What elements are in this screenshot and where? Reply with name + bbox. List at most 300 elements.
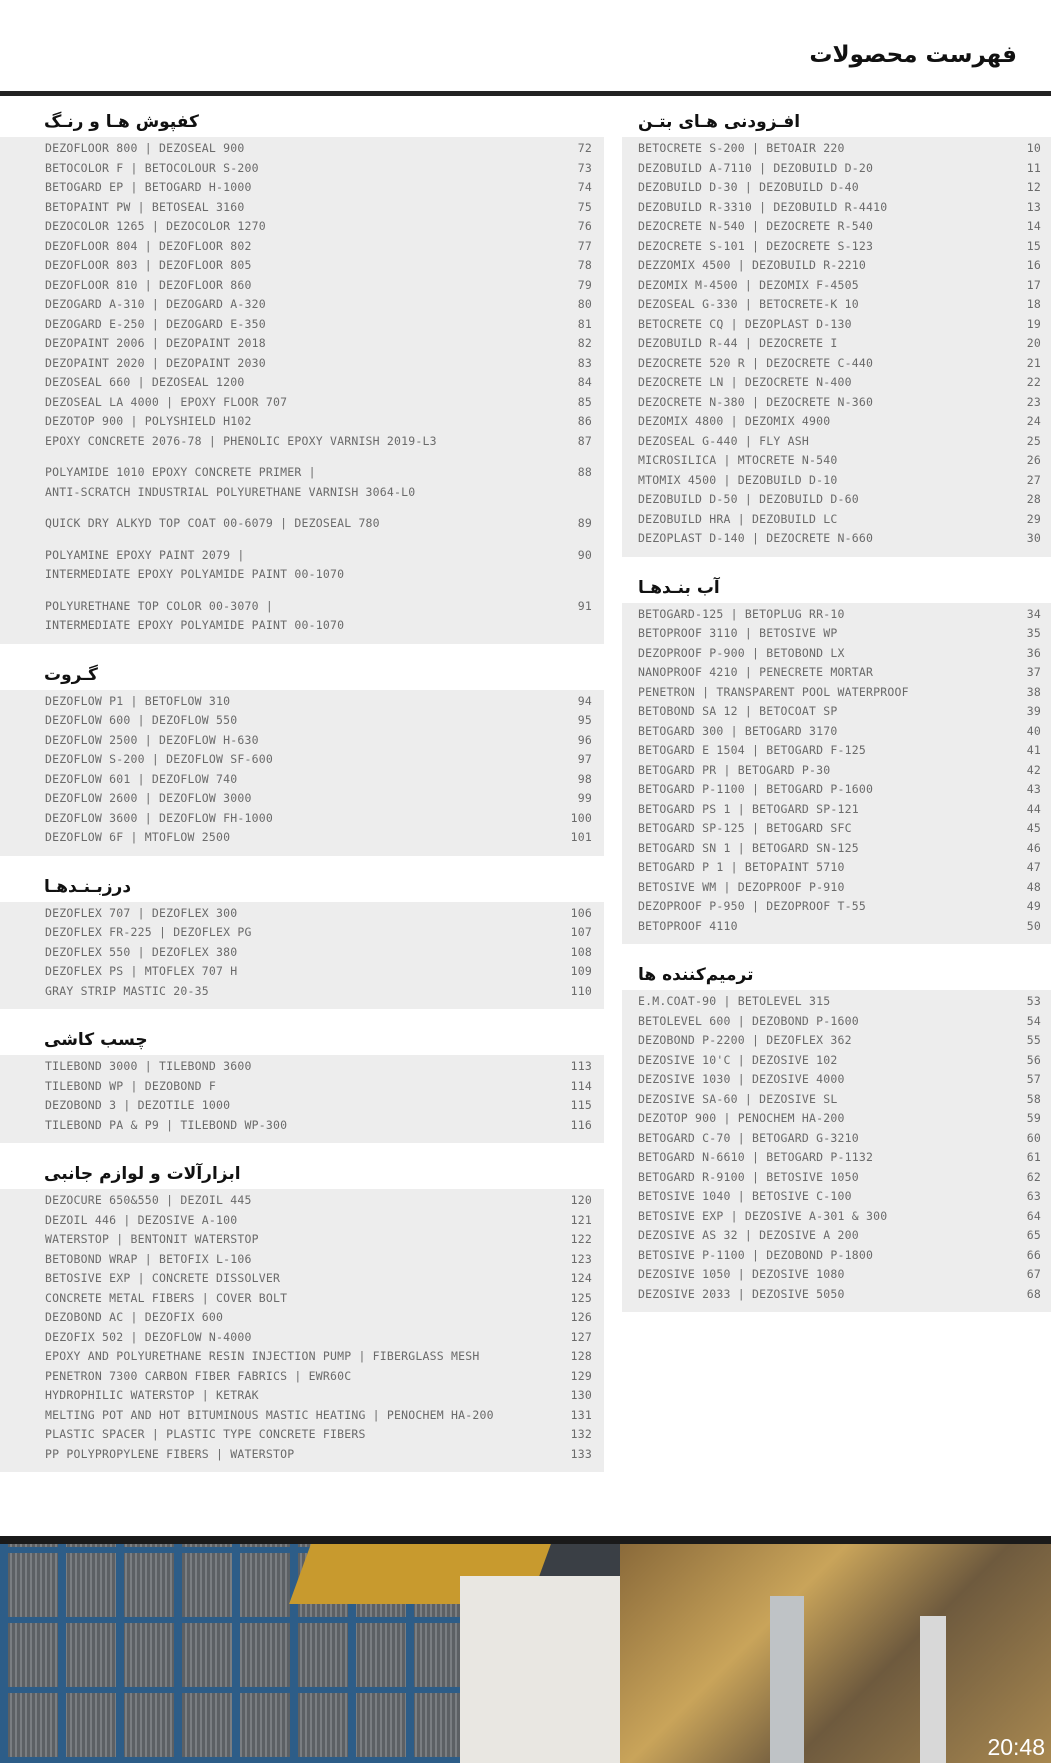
page-number: 19 (1026, 316, 1041, 331)
page-number: 16 (1026, 258, 1041, 272)
product-names: TILEBOND PA & P9 | TILEBOND WP-300 (45, 1117, 288, 1132)
page-number: 64 (1026, 1208, 1041, 1223)
product-row (622, 451, 1051, 471)
page-number: 96 (577, 732, 592, 747)
product-names: DEZOCRETE 520 R | DEZOCRETE C-440 (638, 355, 874, 370)
product-names: DEZOSIVE 2033 | DEZOSIVE 5050 (638, 1286, 845, 1301)
product-row (0, 334, 604, 354)
section-title: درزبـنـدهـا (44, 876, 132, 897)
product-names: DEZOPROOF P-900 | BETOBOND LX (638, 645, 845, 660)
product-names: DEZOFLOW 2600 | DEZOFLOW 3000 (45, 791, 252, 805)
product-names: TILEBOND WP | DEZOBOND F (45, 1078, 216, 1093)
page-number: 121 (570, 1212, 592, 1227)
page-number: 23 (1026, 394, 1041, 409)
page-number: 115 (570, 1098, 592, 1112)
product-row (0, 217, 604, 237)
product-names: DEZOBOND P-2200 | DEZOFLEX 362 (638, 1033, 852, 1047)
page-number: 85 (577, 394, 592, 409)
product-row (0, 1367, 604, 1387)
page-number: 106 (570, 905, 592, 920)
product-row (0, 463, 604, 502)
product-names: DEZOFLEX PS | MTOFLEX 707 H (45, 964, 238, 978)
product-names: BETOCRETE CQ | DEZOPLAST D-130 (638, 316, 852, 331)
product-row (622, 1226, 1051, 1246)
product-names: DEZOSEAL LA 4000 | EPOXY FLOOR 707 (45, 394, 288, 409)
product-row (622, 878, 1051, 898)
page-number: 97 (577, 752, 592, 766)
product-row (0, 962, 604, 982)
page-number: 95 (577, 713, 592, 727)
product-row (622, 510, 1051, 530)
product-names: DEZOSEAL 660 | DEZOSEAL 1200 (45, 375, 245, 389)
section-title: چسب کاشی (44, 1030, 148, 1050)
page-number: 90 (577, 547, 592, 562)
product-row (622, 1012, 1051, 1032)
product-row (622, 373, 1051, 393)
product-row (0, 546, 604, 585)
page-number: 77 (577, 238, 592, 253)
product-row (0, 731, 604, 751)
product-names: DEZOBOND AC | DEZOFIX 600 (45, 1310, 224, 1324)
product-row (622, 412, 1051, 432)
product-names: POLYURETHANE TOP COLOR 00-3070 | INTERMEDIATE EPOXY POLYAMIDE PAINT 00-1070 (45, 598, 345, 632)
page-number: 98 (577, 771, 592, 786)
product-names: CONCRETE METAL FIBERS | COVER BOLT (45, 1290, 288, 1305)
photo-hood (460, 1576, 620, 1763)
product-names: DEZOTOP 900 | POLYSHIELD H102 (45, 414, 252, 428)
section-title: افـزودنی هـای بتـن (638, 112, 801, 132)
product-names: BETOGARD-125 | BETOPLUG RR-10 (638, 606, 845, 621)
product-names: BETOPROOF 4110 (638, 918, 738, 933)
page-number: 36 (1026, 645, 1041, 660)
product-names: EPOXY CONCRETE 2076-78 | PHENOLIC EPOXY VARNISH 2019-L3 (45, 433, 437, 448)
page-number: 10 (1026, 141, 1041, 155)
product-row (622, 159, 1051, 179)
product-names: BETOSIVE WM | DEZOPROOF P-910 (638, 879, 845, 894)
status-clock: 20:48 (987, 1734, 1045, 1760)
section (0, 107, 604, 644)
page-number: 60 (1026, 1130, 1041, 1145)
product-row (622, 295, 1051, 315)
product-row (622, 256, 1051, 276)
product-names: DEZOFLOW 3600 | DEZOFLOW FH-1000 (45, 810, 273, 825)
product-names: BETOBOND SA 12 | BETOCOAT SP (638, 704, 838, 718)
section-list (0, 1055, 604, 1143)
product-row (0, 1269, 604, 1289)
product-row (0, 514, 604, 534)
section (0, 872, 604, 1010)
product-row (0, 139, 604, 159)
page-number: 59 (1026, 1111, 1041, 1125)
product-row (0, 276, 604, 296)
product-row (622, 139, 1051, 159)
page-number: 13 (1026, 199, 1041, 214)
product-names: BETOSIVE EXP | DEZOSIVE A-301 & 300 (638, 1208, 888, 1223)
page-number: 57 (1026, 1072, 1041, 1086)
photo-pipe-secondary (920, 1616, 946, 1763)
product-row (0, 828, 604, 848)
product-row (622, 1168, 1051, 1188)
page-number: 88 (577, 465, 592, 479)
page-number: 81 (577, 316, 592, 331)
page-number: 67 (1026, 1267, 1041, 1281)
page-number: 80 (577, 297, 592, 311)
product-names: DEZOFLOOR 804 | DEZOFLOOR 802 (45, 238, 252, 253)
page-number: 94 (577, 693, 592, 708)
product-row (0, 1347, 604, 1367)
page-number: 125 (570, 1290, 592, 1305)
product-row (0, 770, 604, 790)
page-number: 24 (1026, 414, 1041, 428)
product-names: BETOGARD SN 1 | BETOGARD SN-125 (638, 840, 859, 855)
product-names: DEZOTOP 900 | PENOCHEM HA-200 (638, 1111, 845, 1125)
product-names: DEZOPAINT 2006 | DEZOPAINT 2018 (45, 336, 266, 350)
page-number: 42 (1026, 762, 1041, 777)
page-number: 133 (570, 1446, 592, 1461)
product-row (622, 354, 1051, 374)
page-number: 129 (570, 1368, 592, 1383)
page-number: 25 (1026, 433, 1041, 448)
product-names: PENETRON 7300 CARBON FIBER FABRICS | EWR60C (45, 1368, 352, 1383)
product-row (0, 1308, 604, 1328)
page-number: 113 (570, 1059, 592, 1073)
product-row (0, 982, 604, 1002)
page-number: 14 (1026, 219, 1041, 233)
section (622, 573, 1051, 945)
page-number: 53 (1026, 994, 1041, 1008)
product-names: DEZOFLOOR 800 | DEZOSEAL 900 (45, 141, 245, 155)
product-names: BETOSIVE P-1100 | DEZOBOND P-1800 (638, 1247, 874, 1262)
page-number: 65 (1026, 1228, 1041, 1242)
product-row (0, 904, 604, 924)
product-names: DEZOPAINT 2020 | DEZOPAINT 2030 (45, 355, 266, 370)
product-names: DEZOSIVE 1030 | DEZOSIVE 4000 (638, 1072, 845, 1086)
product-row (622, 992, 1051, 1012)
page-number: 61 (1026, 1150, 1041, 1164)
product-row (622, 1285, 1051, 1305)
page-number: 82 (577, 336, 592, 350)
product-row (622, 334, 1051, 354)
product-names: DEZOBUILD HRA | DEZOBUILD LC (638, 511, 838, 526)
page-number: 114 (570, 1078, 592, 1093)
product-row (0, 1289, 604, 1309)
page-number: 20 (1026, 336, 1041, 350)
page-number: 38 (1026, 684, 1041, 699)
product-names: BETOLEVEL 600 | DEZOBOND P-1600 (638, 1013, 859, 1028)
product-names: QUICK DRY ALKYD TOP COAT 00-6079 | DEZOSEAL 780 (45, 516, 380, 530)
product-row (622, 663, 1051, 683)
page-number: 83 (577, 355, 592, 370)
product-row (0, 198, 604, 218)
section-list (0, 902, 604, 1010)
page-number: 12 (1026, 180, 1041, 194)
product-names: DEZOIL 446 | DEZOSIVE A-100 (45, 1212, 238, 1227)
left-column (0, 107, 604, 1488)
page-number: 79 (577, 277, 592, 292)
product-row (622, 1265, 1051, 1285)
product-row (622, 393, 1051, 413)
page-title: فهرست محصولات (809, 42, 1017, 68)
product-names: WATERSTOP | BENTONIT WATERSTOP (45, 1232, 259, 1246)
product-names: DEZOCRETE LN | DEZOCRETE N-400 (638, 375, 852, 389)
product-row (622, 702, 1051, 722)
section-title: ترمیم‌کننده ها (638, 965, 754, 985)
product-names: DEZOFLOOR 810 | DEZOFLOOR 860 (45, 277, 252, 292)
product-names: BETOGARD C-70 | BETOGARD G-3210 (638, 1130, 859, 1145)
product-names: DEZOBOND 3 | DEZOTILE 1000 (45, 1098, 231, 1112)
page-number: 54 (1026, 1013, 1041, 1028)
product-names: DEZOBUILD R-44 | DEZOCRETE I (638, 336, 838, 350)
product-row (0, 809, 604, 829)
product-row (0, 1328, 604, 1348)
section-list (622, 137, 1051, 557)
product-row (622, 432, 1051, 452)
product-row (622, 780, 1051, 800)
product-row (0, 1406, 604, 1426)
page-number: 123 (570, 1251, 592, 1266)
product-names: DEZOCURE 650&550 | DEZOIL 445 (45, 1193, 252, 1207)
page-number: 29 (1026, 511, 1041, 526)
product-names: DEZOFLEX 707 | DEZOFLEX 300 (45, 905, 238, 920)
product-names: MICROSILICA | MTOCRETE N-540 (638, 453, 838, 467)
product-row (0, 1057, 604, 1077)
product-row (622, 1090, 1051, 1110)
page-number: 132 (570, 1427, 592, 1441)
page-number: 73 (577, 160, 592, 175)
product-names: POLYAMIDE 1010 EPOXY CONCRETE PRIMER | ANTI-SCRATCH INDUSTRIAL POLYURETHANE VARNISH 3064-L0 (45, 465, 416, 499)
product-names: BETOGARD 300 | BETOGARD 3170 (638, 723, 838, 738)
page-number: 48 (1026, 879, 1041, 894)
product-row (0, 1386, 604, 1406)
product-row (622, 198, 1051, 218)
product-row (0, 354, 604, 374)
page-number: 44 (1026, 801, 1041, 816)
product-names: BETOCRETE S-200 | BETOAIR 220 (638, 141, 845, 155)
product-row (622, 624, 1051, 644)
product-names: PENETRON | TRANSPARENT POOL WATERPROOF (638, 684, 909, 699)
product-names: DEZOCRETE N-380 | DEZOCRETE N-360 (638, 394, 874, 409)
section-title: ابزارآلات و لوازم جانبی (44, 1164, 241, 1184)
product-names: GRAY STRIP MASTIC 20-35 (45, 983, 209, 998)
product-row (0, 295, 604, 315)
page-number: 110 (570, 983, 592, 998)
product-names: BETOGARD PS 1 | BETOGARD SP-121 (638, 801, 859, 816)
product-row (0, 159, 604, 179)
page-number: 11 (1026, 160, 1041, 175)
page-number: 126 (570, 1310, 592, 1324)
product-names: MTOMIX 4500 | DEZOBUILD D-10 (638, 472, 838, 487)
page-number: 18 (1026, 297, 1041, 311)
product-row (622, 315, 1051, 335)
product-names: BETOGARD P 1 | BETOPAINT 5710 (638, 860, 845, 874)
product-row (622, 839, 1051, 859)
page-number: 116 (570, 1117, 592, 1132)
product-names: HYDROPHILIC WATERSTOP | KETRAK (45, 1388, 259, 1402)
page-number: 108 (570, 944, 592, 959)
product-names: DEZOSEAL G-330 | BETOCRETE-K 10 (638, 297, 859, 311)
section (0, 1159, 604, 1472)
product-row (622, 1031, 1051, 1051)
product-row (0, 1250, 604, 1270)
product-names: DEZOFLEX 550 | DEZOFLEX 380 (45, 944, 238, 959)
page-number: 39 (1026, 704, 1041, 718)
page-number: 72 (577, 141, 592, 155)
page-number: 127 (570, 1329, 592, 1344)
product-row (0, 393, 604, 413)
page-number: 124 (570, 1271, 592, 1285)
product-row (622, 605, 1051, 625)
page-number: 55 (1026, 1033, 1041, 1047)
page-number: 28 (1026, 492, 1041, 506)
product-names: DEZOGARD E-250 | DEZOGARD E-350 (45, 316, 266, 331)
product-names: DEZZOMIX 4500 | DEZOBUILD R-2210 (638, 258, 866, 272)
factory-photo (0, 1536, 1051, 1763)
section-title: آب بنـدهـا (638, 577, 720, 598)
product-row (622, 490, 1051, 510)
page-number: 17 (1026, 277, 1041, 292)
product-row (622, 217, 1051, 237)
product-row (622, 276, 1051, 296)
section-list (0, 137, 604, 644)
product-row (622, 858, 1051, 878)
product-names: DEZOFLOOR 803 | DEZOFLOOR 805 (45, 258, 252, 272)
product-row (622, 897, 1051, 917)
section (622, 107, 1051, 557)
product-names: POLYAMINE EPOXY PAINT 2079 | INTERMEDIATE EPOXY POLYAMIDE PAINT 00-1070 (45, 547, 345, 581)
page-number: 74 (577, 180, 592, 194)
photo-structure (620, 1544, 1051, 1763)
product-names: PLASTIC SPACER | PLASTIC TYPE CONCRETE FIBERS (45, 1427, 366, 1441)
product-row (622, 1109, 1051, 1129)
page-number: 30 (1026, 531, 1041, 545)
product-names: DEZOFLOW 6F | MTOFLOW 2500 (45, 830, 231, 844)
header-divider (0, 91, 1051, 96)
product-names: DEZOFLOW 600 | DEZOFLOW 550 (45, 713, 238, 727)
section (622, 960, 1051, 1312)
page-number: 26 (1026, 453, 1041, 467)
product-names: DEZOSIVE 1050 | DEZOSIVE 1080 (638, 1267, 845, 1281)
product-row (0, 1116, 604, 1136)
section-title: گـروت (44, 664, 98, 685)
product-names: DEZOCRETE N-540 | DEZOCRETE R-540 (638, 219, 874, 233)
product-row (0, 315, 604, 335)
product-names: MELTING POT AND HOT BITUMINOUS MASTIC HEATING | PENOCHEM HA-200 (45, 1407, 494, 1422)
page-number: 120 (570, 1193, 592, 1207)
page-number: 87 (577, 433, 592, 448)
product-names: NANOPROOF 4210 | PENECRETE MORTAR (638, 665, 874, 679)
product-row (0, 1230, 604, 1250)
product-row (622, 683, 1051, 703)
product-names: DEZOBUILD A-7110 | DEZOBUILD D-20 (638, 160, 874, 175)
product-names: DEZOCRETE S-101 | DEZOCRETE S-123 (638, 238, 874, 253)
product-names: DEZOBUILD D-30 | DEZOBUILD D-40 (638, 180, 859, 194)
page-number: 89 (577, 516, 592, 530)
page-number: 21 (1026, 355, 1041, 370)
page-number: 131 (570, 1407, 592, 1422)
product-names: BETOBOND WRAP | BETOFIX L-106 (45, 1251, 252, 1266)
page-number: 109 (570, 964, 592, 978)
product-names: BETOGARD EP | BETOGARD H-1000 (45, 180, 252, 194)
page-number: 41 (1026, 743, 1041, 757)
product-row (622, 644, 1051, 664)
product-row (0, 943, 604, 963)
product-row (0, 750, 604, 770)
page-number: 100 (570, 810, 592, 825)
product-row (0, 256, 604, 276)
page-number: 34 (1026, 606, 1041, 621)
product-row (0, 1211, 604, 1231)
product-row (622, 237, 1051, 257)
section (0, 1025, 604, 1143)
page-number: 40 (1026, 723, 1041, 738)
product-names: BETOGARD R-9100 | BETOSIVE 1050 (638, 1169, 859, 1184)
page-number: 37 (1026, 665, 1041, 679)
product-row (622, 1187, 1051, 1207)
section-list (622, 990, 1051, 1312)
page-number: 15 (1026, 238, 1041, 253)
section-list (0, 1189, 604, 1472)
product-names: DEZOFLOW 601 | DEZOFLOW 740 (45, 771, 238, 786)
product-names: DEZOFLOW 2500 | DEZOFLOW H-630 (45, 732, 259, 747)
page-number: 107 (570, 925, 592, 939)
product-names: BETOPAINT PW | BETOSEAL 3160 (45, 199, 245, 214)
page-number: 130 (570, 1388, 592, 1402)
section-list (622, 603, 1051, 945)
product-row (0, 711, 604, 731)
page-number: 101 (570, 830, 592, 844)
page-number: 58 (1026, 1091, 1041, 1106)
page-number: 63 (1026, 1189, 1041, 1203)
product-row (622, 917, 1051, 937)
photo-top-band (0, 1536, 1051, 1544)
product-row (622, 819, 1051, 839)
page-number: 22 (1026, 375, 1041, 389)
page-number: 91 (577, 598, 592, 613)
product-names: BETOGARD E 1504 | BETOGARD F-125 (638, 743, 866, 757)
right-column (622, 107, 1051, 1328)
product-names: DEZOCOLOR 1265 | DEZOCOLOR 1270 (45, 219, 266, 233)
product-names: BETOPROOF 3110 | BETOSIVE WP (638, 626, 838, 640)
page-number: 99 (577, 791, 592, 805)
page-number: 86 (577, 414, 592, 428)
page-number: 68 (1026, 1286, 1041, 1301)
section-list (0, 690, 604, 856)
page-number: 78 (577, 258, 592, 272)
page-number: 56 (1026, 1052, 1041, 1067)
product-row (0, 692, 604, 712)
product-row (0, 1077, 604, 1097)
page-number: 122 (570, 1232, 592, 1246)
product-row (0, 597, 604, 636)
product-row (0, 1191, 604, 1211)
product-names: BETOGARD P-1100 | BETOGARD P-1600 (638, 782, 874, 796)
product-names: DEZOMIX 4800 | DEZOMIX 4900 (638, 414, 831, 428)
page-number: 46 (1026, 840, 1041, 855)
product-names: PP POLYPROPYLENE FIBERS | WATERSTOP (45, 1446, 295, 1461)
page-number: 27 (1026, 472, 1041, 487)
product-row (0, 789, 604, 809)
page-number: 35 (1026, 626, 1041, 640)
product-row (0, 923, 604, 943)
product-names: E.M.COAT-90 | BETOLEVEL 315 (638, 994, 831, 1008)
product-names: DEZOFIX 502 | DEZOFLOW N-4000 (45, 1329, 252, 1344)
product-row (622, 722, 1051, 742)
product-row (0, 432, 604, 452)
page-number: 45 (1026, 821, 1041, 835)
page-number: 43 (1026, 782, 1041, 796)
section (0, 660, 604, 856)
product-row (622, 178, 1051, 198)
